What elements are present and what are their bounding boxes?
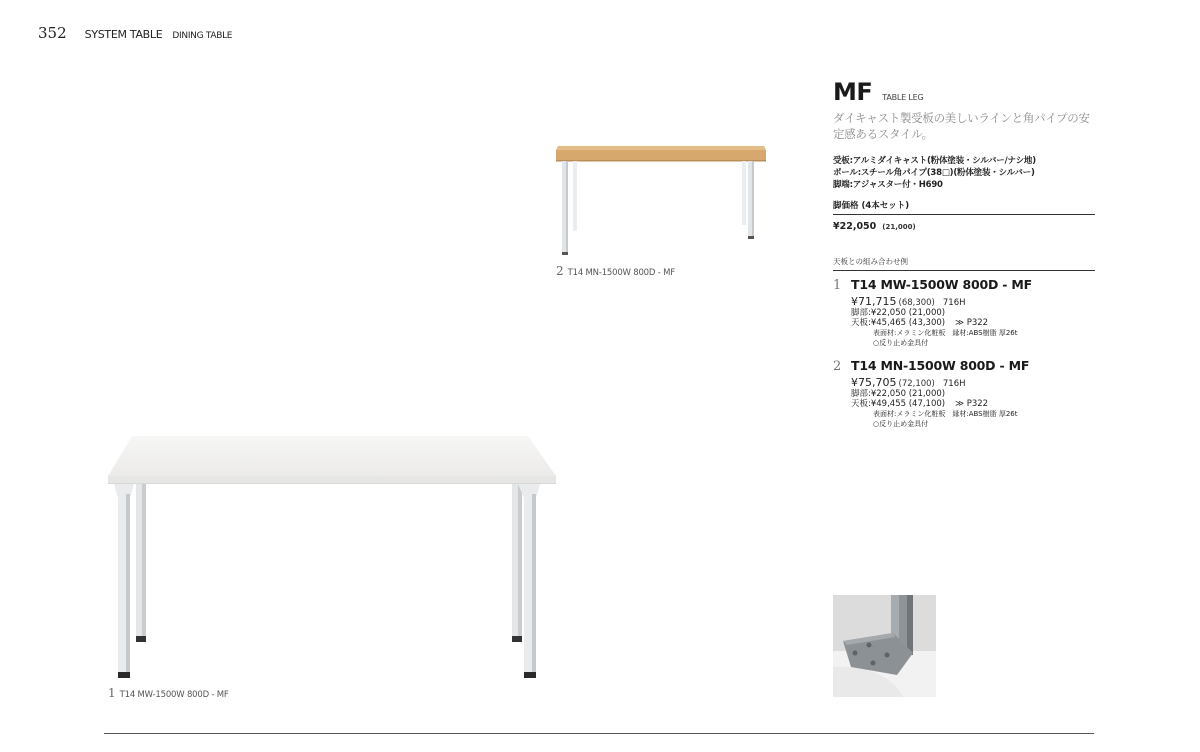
leg-price-heading: 脚価格 (4本セット) bbox=[833, 199, 1095, 215]
leg-price-value: ¥22,050 bbox=[833, 221, 877, 232]
combo-title bbox=[833, 358, 1095, 374]
combo-price: ¥71,715 bbox=[851, 295, 897, 308]
product-title bbox=[833, 78, 1095, 106]
combo-height: 716H bbox=[942, 298, 966, 308]
combo-top-price: 天板:¥45,465 (43,300) bbox=[851, 318, 946, 328]
combo-number: 2 bbox=[833, 359, 842, 374]
page-number: 352 bbox=[38, 24, 67, 42]
caption-number: 2 bbox=[556, 264, 564, 278]
combo-price-row bbox=[851, 295, 1095, 308]
combo-option-note: ○反り止め金具付 bbox=[873, 339, 929, 347]
combo-number: 1 bbox=[833, 278, 842, 293]
combo-top-price-row bbox=[851, 318, 1095, 328]
product-info bbox=[833, 78, 1095, 429]
combo-material-note: 表面材:メラミン化粧板 縁材:ABS樹脂 厚26t bbox=[873, 410, 1018, 418]
subsection-title: DINING TABLE bbox=[172, 31, 233, 41]
caption-text: T14 MN-1500W 800D - MF bbox=[567, 268, 675, 278]
leg-price bbox=[833, 221, 1095, 232]
page-reference: ≫ P322 bbox=[955, 318, 989, 328]
combo-option-note: ○反り止め金具付 bbox=[873, 420, 929, 428]
model-name: MF bbox=[833, 78, 873, 106]
leg-detail-photo bbox=[833, 595, 936, 697]
combo-name: T14 MW-1500W 800D - MF bbox=[851, 277, 1032, 292]
photo-caption-2 bbox=[556, 264, 675, 278]
combo-price-excl-tax: (68,300) bbox=[898, 298, 935, 308]
combo-top-price-row bbox=[851, 399, 1095, 409]
combo-height: 716H bbox=[942, 379, 966, 389]
combo-name: T14 MN-1500W 800D - MF bbox=[851, 358, 1030, 373]
model-subtitle: TABLE LEG bbox=[882, 93, 924, 102]
combo-price-row bbox=[851, 376, 1095, 389]
page-reference: ≫ P322 bbox=[955, 399, 989, 409]
spec-list bbox=[833, 155, 1095, 191]
combo-leg-price: 脚部:¥22,050 (21,000) bbox=[851, 389, 946, 399]
combo-heading: 天板との組み合わせ例 bbox=[833, 256, 1095, 271]
product-photo-walnut-table bbox=[552, 142, 768, 262]
combo-item bbox=[833, 277, 1095, 348]
caption-text: T14 MW-1500W 800D - MF bbox=[119, 690, 229, 700]
spec-item: ポール:スチール角パイプ(38□)(粉体塗装・シルバー) bbox=[833, 168, 1035, 178]
photo-caption-1 bbox=[108, 686, 229, 700]
spec-item: 受板:アルミダイキャスト(粉体塗装・シルバー/ナシ地) bbox=[833, 156, 1036, 166]
caption-number: 1 bbox=[108, 686, 116, 700]
combo-item bbox=[833, 358, 1095, 429]
combo-details bbox=[851, 295, 1095, 348]
product-photo-white-table bbox=[100, 428, 566, 686]
combo-title bbox=[833, 277, 1095, 293]
combo-top-price: 天板:¥49,455 (47,100) bbox=[851, 399, 946, 409]
combo-details bbox=[851, 376, 1095, 429]
combo-material-note: 表面材:メラミン化粧板 縁材:ABS樹脂 厚26t bbox=[873, 329, 1018, 337]
combo-price: ¥75,705 bbox=[851, 376, 897, 389]
combo-leg-price: 脚部:¥22,050 (21,000) bbox=[851, 308, 946, 318]
footer-divider bbox=[104, 733, 1094, 734]
leg-price-excl-tax: (21,000) bbox=[882, 223, 916, 231]
section-title: SYSTEM TABLE bbox=[84, 28, 163, 41]
product-tagline: ダイキャスト製受板の美しいラインと角パイプの安定感あるスタイル。 bbox=[833, 111, 1090, 141]
combo-price-excl-tax: (72,100) bbox=[898, 379, 935, 389]
spec-item: 脚端:アジャスター付・H690 bbox=[833, 180, 943, 190]
page-header bbox=[38, 24, 232, 42]
